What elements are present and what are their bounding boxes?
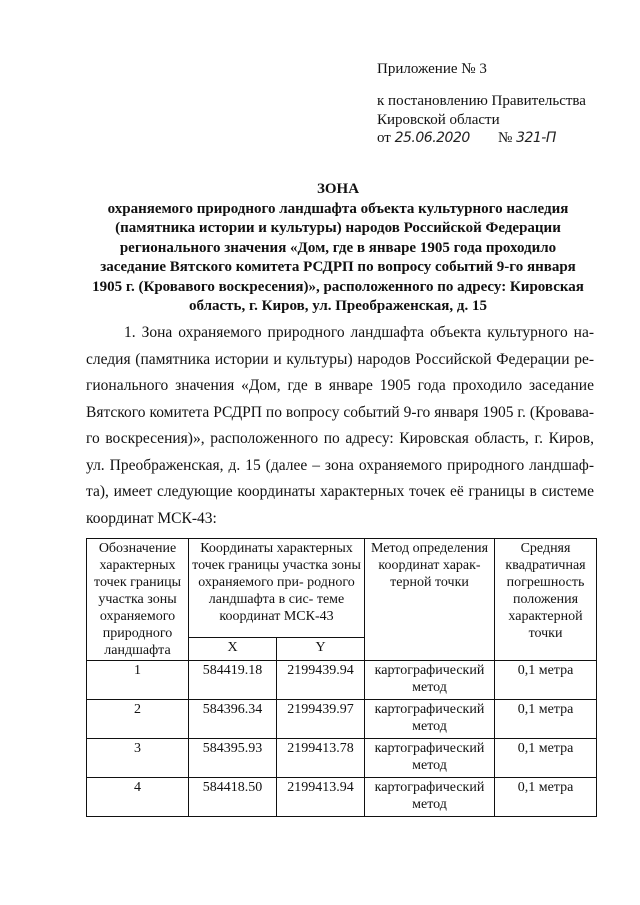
- table-row: [87, 661, 597, 700]
- appendix-region-line: Кировской области: [377, 112, 500, 128]
- method-cell: картографический метод: [365, 778, 495, 817]
- appendix-reference-line: к постановлению Правительства: [377, 93, 586, 109]
- heading-line: охраняемого природного ландшафта объекта культурного наследия: [107, 200, 569, 217]
- method-cell: картографический метод: [365, 661, 495, 700]
- coord-y: 2199439.97: [277, 700, 365, 739]
- paragraph-line: ул. Преображенская, д. 15 (далее – зона охраняемого природного ландшаф-: [86, 456, 594, 474]
- header-method: Метод определения координат харак- терной точки: [365, 539, 495, 661]
- header-point-designation: Обозначение характерных точек границы участка зоны охраняемого природного ландшафта: [87, 539, 189, 661]
- coord-y: 2199413.94: [277, 778, 365, 817]
- heading-line: область, г. Киров, ул. Преображенская, д. 15: [188, 298, 487, 314]
- table-row: [87, 700, 597, 739]
- table-row: [87, 739, 597, 778]
- point-number: 2: [87, 700, 189, 739]
- heading-line: регионального значения «Дом, где в январе 1905 года проходило: [119, 239, 557, 256]
- paragraph-line: гионального значения «Дом, где в январе 1905 года проходило заседание: [86, 377, 594, 394]
- coord-x: 584418.50: [189, 778, 277, 817]
- point-number: 4: [87, 778, 189, 817]
- date-prefix: от: [377, 130, 391, 146]
- document-heading: [78, 180, 598, 317]
- header-mean-error: Средняя квадратичная погрешность положения характерной точки: [495, 539, 597, 661]
- coord-y: 2199413.78: [277, 739, 365, 778]
- number-part: [498, 128, 556, 149]
- error-cell: 0,1 метра: [495, 661, 597, 700]
- point-number: 1: [87, 661, 189, 700]
- error-cell: 0,1 метра: [495, 700, 597, 739]
- coord-x: 584395.93: [189, 739, 277, 778]
- paragraph-line: го воскресения)», расположенного по адресу: Кировская область, г. Киров,: [86, 430, 594, 447]
- appendix-title: Приложение № 3: [377, 61, 487, 77]
- error-cell: 0,1 метра: [495, 778, 597, 817]
- handwritten-date: 25.06.2020: [394, 130, 470, 146]
- paragraph-line: та), имеет следующие координаты характерных точек её границы в системе: [86, 483, 594, 500]
- appendix-date-number-line: [377, 128, 607, 149]
- coord-y: 2199439.94: [277, 661, 365, 700]
- coord-x: 584419.18: [189, 661, 277, 700]
- body-paragraph: [86, 320, 594, 532]
- paragraph-line: следия (памятника истории и культуры) народов Российской Федерации ре-: [86, 350, 594, 368]
- method-cell: картографический метод: [365, 739, 495, 778]
- paragraph-line: Вятского комитета РСДРП по вопросу событий 9-го января 1905 г. (Кровава-: [86, 403, 594, 421]
- header-y: Y: [277, 638, 365, 661]
- coord-x: 584396.34: [189, 700, 277, 739]
- error-cell: 0,1 метра: [495, 739, 597, 778]
- paragraph-line: координат МСК-43:: [86, 509, 217, 527]
- point-number: 3: [87, 739, 189, 778]
- handwritten-number: 321-П: [516, 130, 556, 146]
- heading-line: 1905 г. (Кровавого воскресения)», расположенного по адресу: Кировская: [92, 278, 584, 295]
- number-prefix: №: [498, 130, 513, 146]
- heading-line: (памятника истории и культуры) народов Российской Федерации: [115, 220, 561, 236]
- heading-line: ЗОНА: [316, 181, 360, 197]
- header-x: X: [189, 638, 277, 661]
- heading-line: заседание Вятского комитета РСДРП по вопросу событий 9-го января: [100, 259, 576, 275]
- method-cell: картографический метод: [365, 700, 495, 739]
- header-coordinates: Координаты характерных точек границы участка зоны охраняемого при- родного ландшафта в сис- теме координат МСК-43: [189, 539, 365, 638]
- coordinates-table: [86, 538, 597, 817]
- paragraph-line: 1. Зона охраняемого природного ландшафта объекта культурного на-: [124, 324, 594, 341]
- table-row: [87, 778, 597, 817]
